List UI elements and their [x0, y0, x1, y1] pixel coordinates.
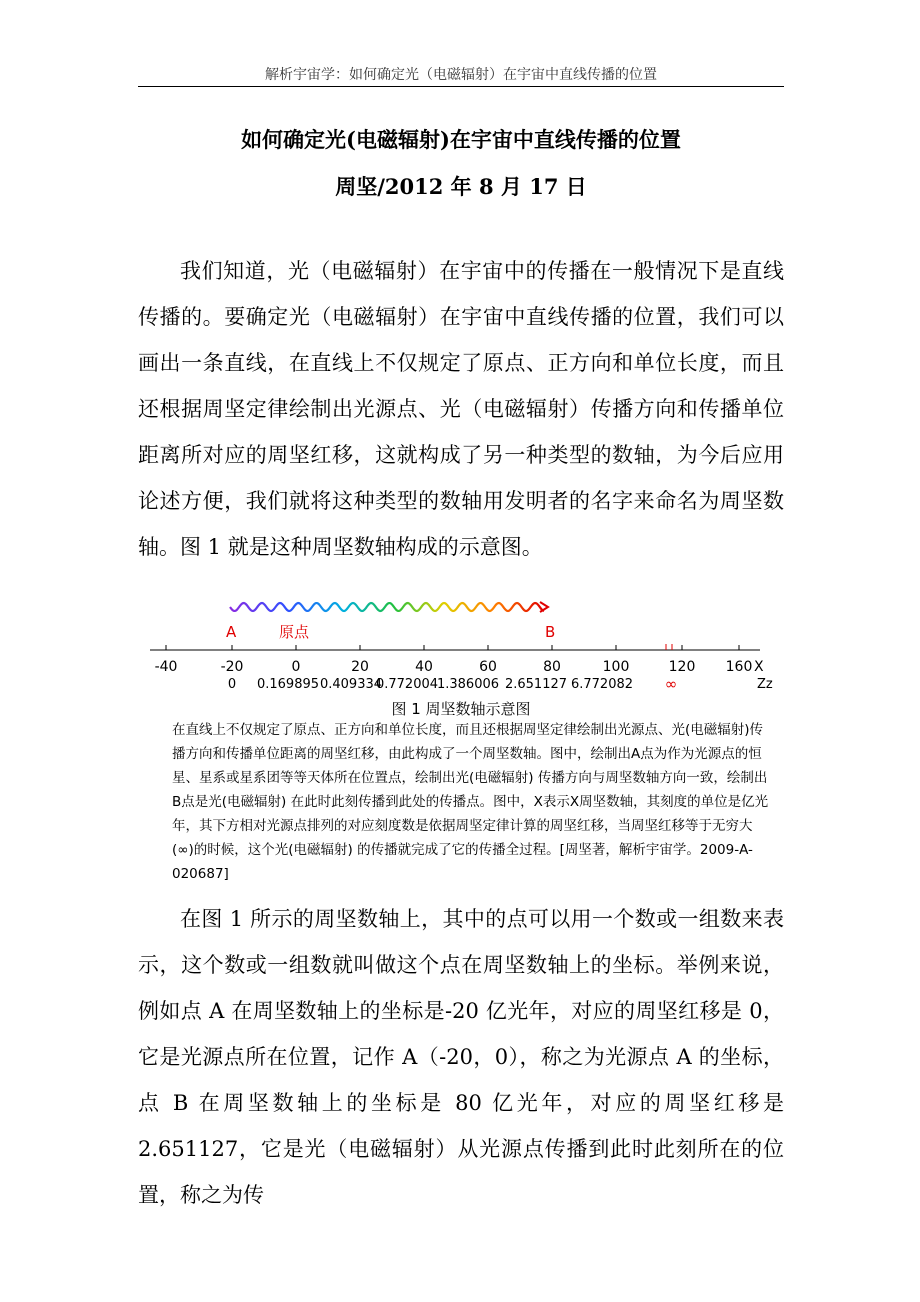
page-title: 如何确定光(电磁辐射)在宇宙中直线传播的位置: [241, 127, 681, 152]
figure-caption: 图 1 周坚数轴示意图: [391, 700, 531, 718]
point-b-label: B: [545, 623, 556, 641]
x-tick-label: 60: [479, 659, 497, 675]
x-tick-label: 0: [291, 659, 301, 675]
x-axis-label: X: [754, 659, 764, 675]
x-tick-label: 160: [725, 659, 753, 675]
x-tick-label: -40: [154, 659, 178, 675]
infinity-label: ∞: [664, 675, 678, 692]
z-tick-label: 1.386006: [436, 677, 500, 692]
z-tick-label: 0: [227, 677, 237, 692]
x-tick-label: 100: [602, 659, 630, 675]
wave-arrowhead: [540, 602, 548, 612]
paragraph-2: 在图 1 所示的周坚数轴上，其中的点可以用一个数或一组数来表示，这个数或一组数就叫做这个点在周坚数轴上的坐标。举例来说，例如点 A 在周坚数轴上的坐标是-20 亿光年，对应的周坚红移是 0，它是光源点所在位置，记作 A（-20，0），称之为光源点 A 的坐标，点 B 在周坚数轴上的坐标是 80 亿光年，对应的周坚红移是 2.651127，它是光（电磁辐射）从光源点传播到此时此刻所在的位置，称之为传: [138, 907, 784, 1207]
z-axis-label: Zz: [757, 677, 773, 692]
x-tick-label: 40: [415, 659, 433, 675]
header-rule: [138, 86, 784, 87]
figure-1: [148, 592, 778, 692]
origin-label: 原点: [279, 623, 310, 641]
x-tick-label: 120: [668, 659, 696, 675]
running-header: 解析宇宙学：如何确定光（电磁辐射）在宇宙中直线传播的位置: [265, 67, 657, 83]
x-tick-label: 20: [351, 659, 369, 675]
number-axis-diagram: [148, 592, 778, 692]
x-tick-label: -20: [220, 659, 244, 675]
x-tick-label: 80: [543, 659, 561, 675]
z-tick-label: 6.772082: [570, 677, 634, 692]
z-tick-label: 0.772004: [375, 677, 439, 692]
light-wave: [230, 603, 544, 611]
byline: 周坚/2012 年 8 月 17 日: [335, 174, 587, 199]
figure-note: 在直线上不仅规定了原点、正方向和单位长度，而且还根据周坚定律绘制出光源点、光(电磁辐射)传播方向和传播单位距离的周坚红移，由此构成了一个周坚数轴。图中，绘制出A点为作为光源点的恒星、星系或星系团等等天体所在位置点，绘制出光(电磁辐射) 传播方向与周坚数轴方向一致，绘制出B点是光(电磁辐射) 在此时此刻传播到此处的传播点。图中，X表示X周坚数轴，其刻度的单位是亿光年，其下方相对光源点排列的对应刻度数是依据周坚定律计算的周坚红移，当周坚红移等于无穷大(∞)的时候，这个光(电磁辐射) 的传播就完成了它的传播全过程。[周坚著，解析宇宙学。2009-A-020687]: [172, 722, 769, 882]
z-tick-label: 2.651127: [504, 677, 568, 692]
point-a-label: A: [226, 623, 237, 641]
z-tick-label: 0.409334: [319, 677, 383, 692]
z-tick-label: 0.169895: [256, 677, 320, 692]
paragraph-1: 我们知道，光（电磁辐射）在宇宙中的传播在一般情况下是直线传播的。要确定光（电磁辐射）在宇宙中直线传播的位置，我们可以画出一条直线，在直线上不仅规定了原点、正方向和单位长度，而且还根据周坚定律绘制出光源点、光（电磁辐射）传播方向和传播单位距离所对应的周坚红移，这就构成了另一种类型的数轴，为今后应用论述方便，我们就将这种类型的数轴用发明者的名字来命名为周坚数轴。图 1 就是这种周坚数轴构成的示意图。: [138, 259, 784, 559]
axis-ticks: [166, 644, 739, 650]
